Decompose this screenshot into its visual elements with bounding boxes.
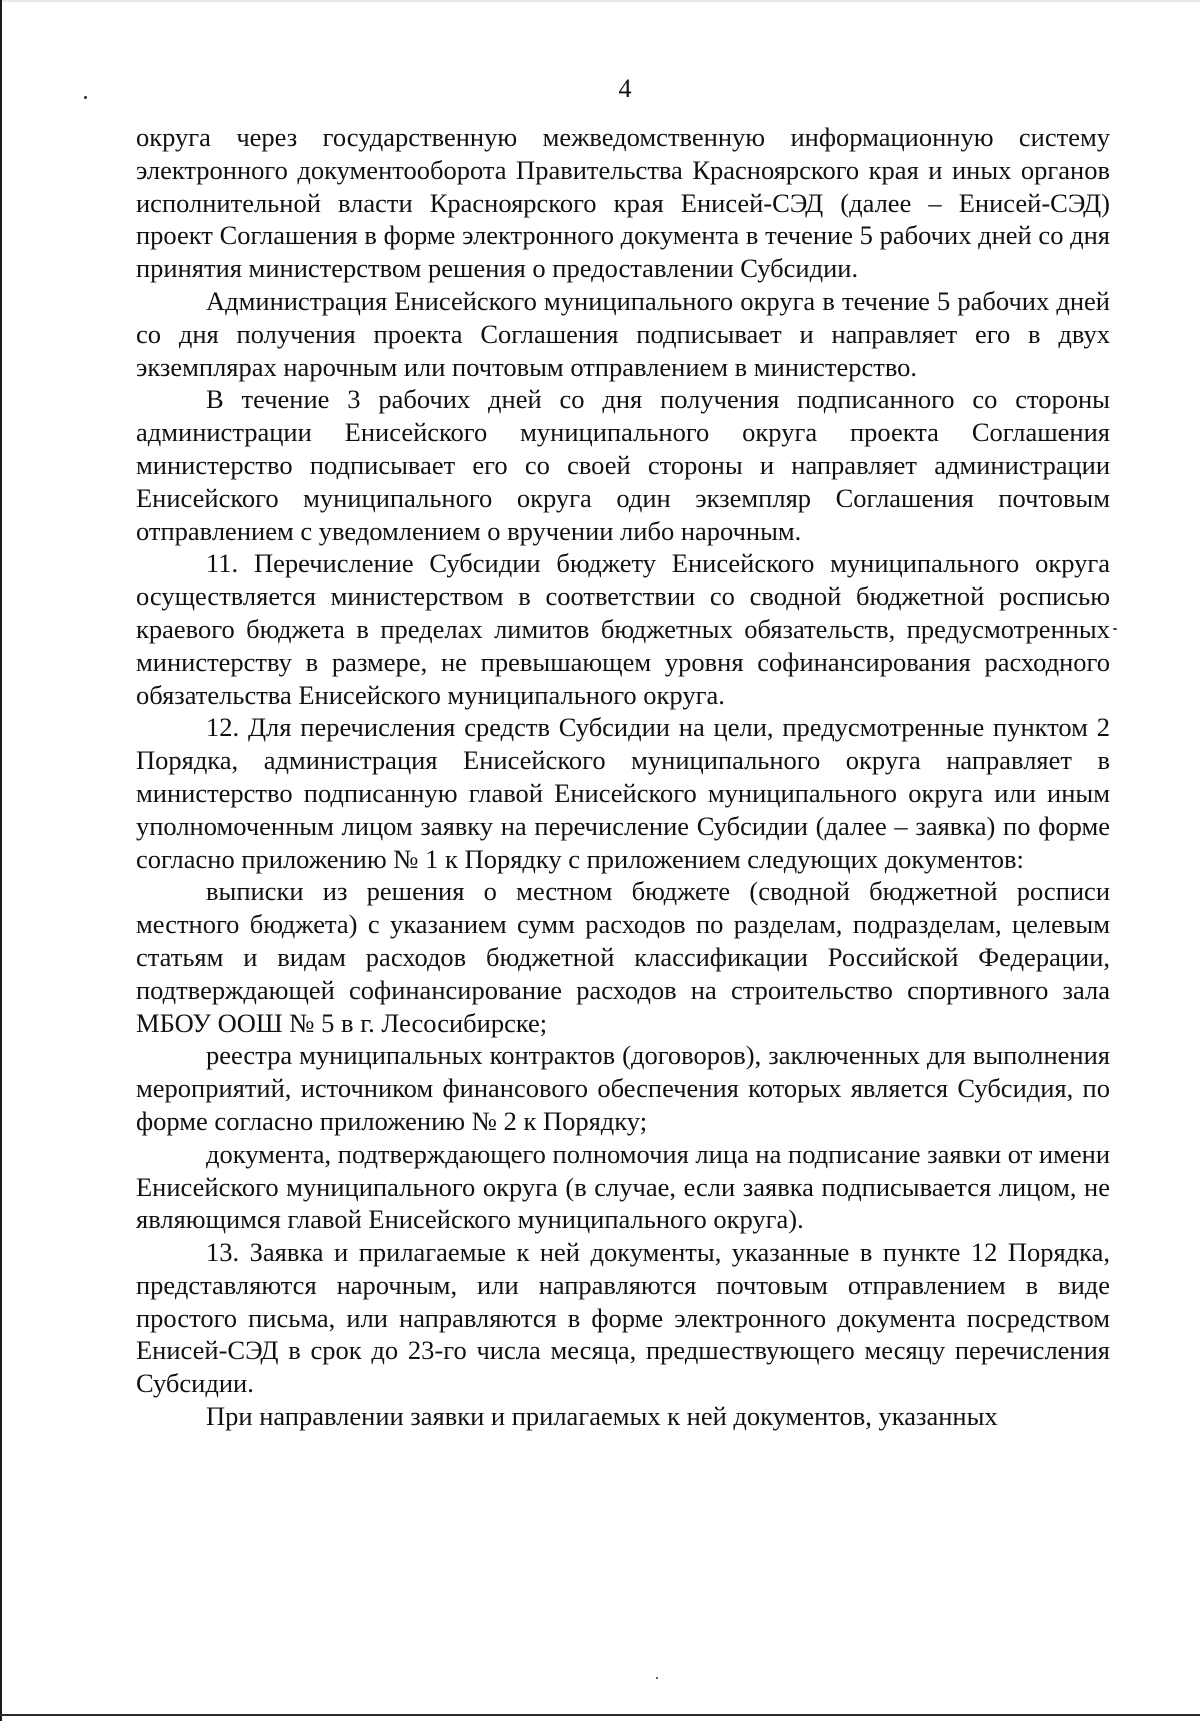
paragraph-item-11: 11. Перечисление Субсидии бюджету Енисейского муниципального округа осуществляется министерством в соответствии со сводной бюджетной росписью краевого бюджета в пределах лимитов бюджетных обязательств, предусмотренных министерству в размере, не превышающем уровня софинансирования расходного обязательства Енисейского муниципального округа. <box>136 548 1110 710</box>
scan-border-left <box>0 0 2 1721</box>
scan-speck <box>1113 628 1117 630</box>
paragraph-contracts-registry: реестра муниципальных контрактов (договоров), заключенных для выполнения мероприятий, источником финансового обеспечения которых является Субсидия, по форме согласно приложению № 2 к Порядку; <box>136 1040 1110 1136</box>
scan-speck <box>656 1677 658 1679</box>
document-body <box>136 121 1110 1433</box>
paragraph-trailing: При направлении заявки и прилагаемых к ней документов, указанных <box>206 1401 998 1432</box>
paragraph-authority-document: документа, подтверждающего полномочия лица на подписание заявки от имени Енисейского муниципального округа (в случае, если заявка подписывается лицом, не являющимся главой Енисейского муниципального округа). <box>136 1138 1110 1235</box>
paragraph-item-13: 13. Заявка и прилагаемые к ней документы, указанные в пункте 12 Порядка, представляются нарочным, или направляются почтовым отправлением в виде простого письма, или направляются в форме электронного документа посредством Енисей-СЭД в срок до 23-го числа месяца, предшествующего месяцу перечисления Субсидии. <box>136 1237 1110 1399</box>
scan-border-bottom <box>0 1714 1200 1716</box>
paragraph-item-12: 12. Для перечисления средств Субсидии на цели, предусмотренные пунктом 2 Порядка, администрация Енисейского муниципального округа направляет в министерство подписанную главой Енисейского муниципального округа или иным уполномоченным лицом заявку на перечисление Субсидии (далее – заявка) по форме согласно приложению № 1 к Порядку с приложением следующих документов: <box>136 712 1110 874</box>
paragraph-continuation: округа через государственную межведомственную информационную систему электронного документооборота Правительства Красноярского края и иных органов исполнительной власти Красноярского края Енисей-СЭД (далее – Енисей-СЭД) проект Соглашения в форме электронного документа в течение 5 рабочих дней со дня принятия министерством решения о предоставлении Субсидии. <box>136 122 1110 284</box>
scan-border-top <box>0 0 1200 2</box>
page-number: 4 <box>618 74 632 103</box>
paragraph-budget-extract: выписки из решения о местном бюджете (сводной бюджетной росписи местного бюджета) с указанием сумм расходов по разделам, подразделам, целевым статьям и видам расходов бюджетной классификации Российской Федерации, подтверждающей софинансирование расходов на строительство спортивного зала МБОУ ООШ № 5 в г. Лесосибирске; <box>136 876 1110 1038</box>
paragraph-administration-signs: Администрация Енисейского муниципального округа в течение 5 рабочих дней со дня получения проекта Соглашения подписывает и направляет его в двух экземплярах нарочным или почтовым отправлением в министерство. <box>136 285 1110 382</box>
paragraph-ministry-signs: В течение 3 рабочих дней со дня получения подписанного со стороны администрации Енисейского муниципального округа проекта Соглашения министерство подписывает его со своей стороны и направляет администрации Енисейского муниципального округа один экземпляр Соглашения почтовым отправлением с уведомлением о вручении либо нарочным. <box>136 384 1110 546</box>
